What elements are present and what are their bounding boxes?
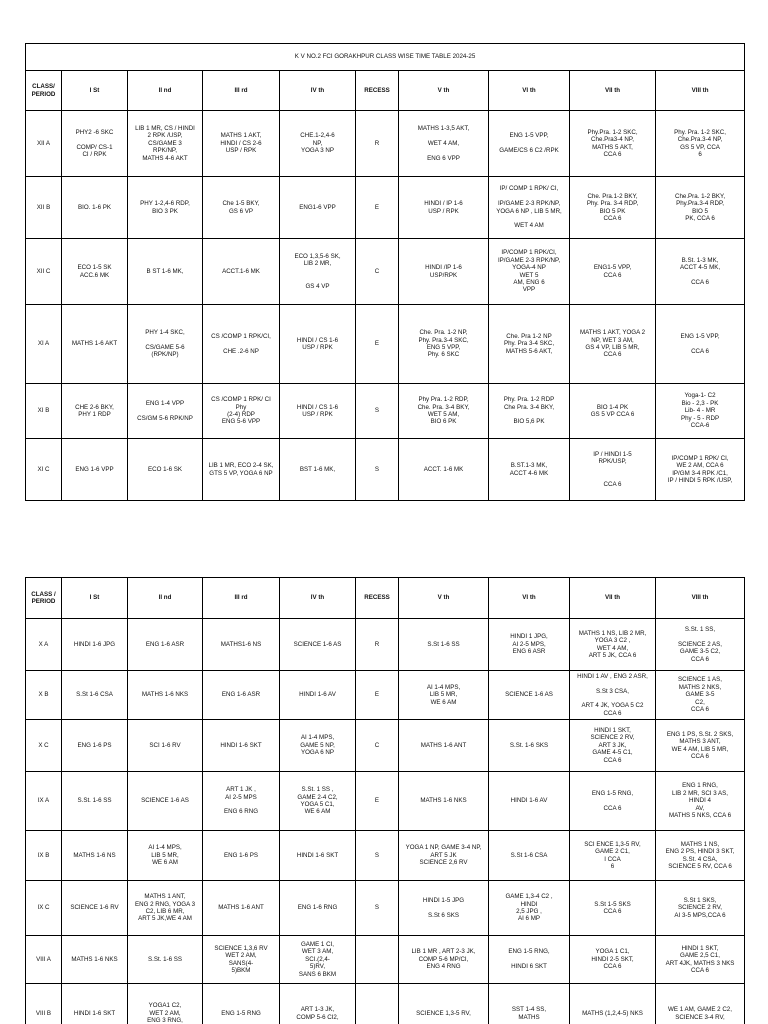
period-cell: MATHS 1 ANT, ENG 2 RNG, YOGA 3 C2, LIB 6 MR, ART 5 JK,WE 4 AM [128,881,203,936]
column-header: VIII th [656,578,745,619]
column-header: V th [399,71,489,111]
table-row [26,239,745,305]
column-header: II nd [128,71,203,111]
column-header: VII th [570,578,656,619]
period-cell: AI 1-4 MPS, LIB 5 MR, WE 6 AM [128,831,203,881]
period-cell: MATHS 1-6 NKS [128,671,203,720]
period-cell: CHE 2-6 BKY, PHY 1 RDP [62,384,128,439]
period-cell: Yoga-1- C2 Bio - 2,3 - PK Lib- 4 - MR Phy - 5 - RDP CCA-6 [656,384,745,439]
period-cell: ECO 1-5 SK ACC.6 MK [62,239,128,305]
period-cell: MATHS 1-3,5 AKT, WET 4 AM, ENG 6 VPP [399,111,489,177]
period-cell: MATHS 1-6 NKS [62,936,128,984]
period-cell: B.St. 1-3 MK, ACCT 4-5 MK, CCA 6 [656,239,745,305]
table-row [26,936,745,984]
period-cell: ENG 1-5 VPP, GAME/CS 6 C2 /RPK [489,111,570,177]
class-name-cell: IX A [26,772,62,831]
column-header: I St [62,71,128,111]
recess-cell: E [356,772,399,831]
period-cell: YOGA1 C2, WET 2 AM, ENG 3 RNG, [128,984,203,1024]
period-cell: HINDI / CS 1-6 USP / RPK [280,384,356,439]
period-cell: HINDI 1-6 SKT [280,831,356,881]
period-cell: BIO. 1-6 PK [62,177,128,239]
period-cell: PHY 1-2,4-6 RDP, BIO 3 PK [128,177,203,239]
recess-cell: E [356,305,399,384]
period-cell: MATHS 1-6 ANT [203,881,280,936]
column-header: CLASS / PERIOD [26,578,62,619]
period-cell: S.St 1-5 SKS CCA 6 [570,881,656,936]
period-cell: IP/COMP 1 RPK/CI, IP/GAME 2-3 RPK/NP, YOGA-4 NP WET 5 AM, ENG 6 VPP [489,239,570,305]
period-cell: S.St. 1-6 SS [128,936,203,984]
period-cell: ART 1-3 JK, COMP 5-6 CI2, [280,984,356,1024]
header-row [26,578,745,619]
table-row [26,720,745,772]
period-cell: SCIENCE 1 AS, MATHS 2 NKS, GAME 3-5 C2, CCA 6 [656,671,745,720]
period-cell: GAME 1 CI, WET 3 AM, SCI.(2,4- 5)RV, SANS 6 BKM [280,936,356,984]
class-name-cell: X B [26,671,62,720]
period-cell: ECO 1,3,5-6 SK, LIB 2 MR, GS 4 VP [280,239,356,305]
period-cell: Che. Pra. 1-2 NP, Phy. Pra.3-4 SKC, ENG 5 VPP, Phy. 6 SKC [399,305,489,384]
timetable-senior [25,43,745,501]
column-header: III rd [203,578,280,619]
period-cell: MATHS 1-6 NKS [399,772,489,831]
class-name-cell: IX C [26,881,62,936]
period-cell: SCI ENCE 1,3-5 RV, GAME 2 C1, I CCA 6 [570,831,656,881]
recess-cell: R [356,619,399,671]
period-cell: MATHS 1 AKT, HINDI / CS 2-6 USP / RPK [203,111,280,177]
period-cell: HINDI /IP 1-6 USP/RPK [399,239,489,305]
period-cell: BST 1-6 MK, [280,439,356,501]
period-cell: Phy. Pra. 1-2 SKC, Che.Pra.3-4 NP, GS 5 VP, CCA 6 [656,111,745,177]
period-cell: HINDI 1 AV , ENG 2 ASR, S.St 3 CSA, ART 4 JK, YOGA 5 C2 CCA 6 [570,671,656,720]
period-cell: MATHS 1 NS, ENG 2 PS, HINDI 3 SKT, S.St. 4 CSA, SCIENCE 5 RV, CCA 6 [656,831,745,881]
period-cell: YOGA 1 NP, GAME 3-4 NP, ART 5 JK SCIENCE 2,6 RV [399,831,489,881]
period-cell: MATHS1-6 NS [203,619,280,671]
period-cell: B ST 1-6 MK, [128,239,203,305]
period-cell: HINDI 1-6 JPG [62,619,128,671]
table-row [26,111,745,177]
period-cell: MATHS (1,2,4-5) NKS [570,984,656,1024]
timetable-junior [25,577,745,1024]
period-cell: SST 1-4 SS, MATHS [489,984,570,1024]
period-cell: SCIENCE 1-6 AS [128,772,203,831]
table-row [26,671,745,720]
period-cell: S.St. 1-6 SS [62,772,128,831]
recess-cell: S [356,384,399,439]
recess-cell: R [356,111,399,177]
period-cell: Phy. Pra. 1-2 RDP Che Pra. 3-4 BKY, BIO 5,6 PK [489,384,570,439]
period-cell: WE 1 AM, GAME 2 C2, SCIENCE 3-4 RV, [656,984,745,1024]
period-cell: SCIENCE 1-6 AS [489,671,570,720]
table-row [26,384,745,439]
class-name-cell: VIII A [26,936,62,984]
class-name-cell: XII A [26,111,62,177]
period-cell: HINDI 1-6 SKT [62,984,128,1024]
class-name-cell: XI B [26,384,62,439]
table-row [26,439,745,501]
period-cell: ENG 1-6 PS [62,720,128,772]
period-cell: IP / HINDI 1-5 RPK/USP, CCA 6 [570,439,656,501]
period-cell: PHY2 -6 SKC COMP/ CS-1 CI / RPK [62,111,128,177]
recess-cell: C [356,239,399,305]
period-cell: ECO 1-6 SK [128,439,203,501]
recess-cell: S [356,439,399,501]
period-cell: YOGA 1 C1, HINDI 2-5 SKT, CCA 6 [570,936,656,984]
table-row [26,984,745,1024]
period-cell: S.St 1-6 SS [399,619,489,671]
period-cell: S.St 1-6 CSA [62,671,128,720]
period-cell: CS /COMP 1 RPK/ CI Phy (2-4) RDP ENG 5-6 VPP [203,384,280,439]
period-cell: Phy.Pra. 1-2 SKC, Che.Pra3-4 NP, MATHS 5 AKT, CCA 6 [570,111,656,177]
period-cell: IP/ COMP 1 RPK/ CI, IP/GAME 2-3 RPK/NP, YOGA 6 NP , LIB 5 MR, WET 4 AM [489,177,570,239]
recess-cell: C [356,720,399,772]
period-cell: B.ST.1-3 MK, ACCT 4-6 MK [489,439,570,501]
period-cell: ENG 1-5 VPP, CCA 6 [656,305,745,384]
column-header: RECESS [356,578,399,619]
period-cell: S.St. 1 SS, SCIENCE 2 AS, GAME 3-5 C2, CCA 6 [656,619,745,671]
recess-cell [356,936,399,984]
recess-cell: S [356,881,399,936]
period-cell: ART 1 JK , AI 2-5 MPS ENG 6 RNG [203,772,280,831]
period-cell: ENG 1-5 RNG, HINDI 6 SKT [489,936,570,984]
period-cell: S.St 1 SKS, SCIENCE 2 RV, AI 3-5 MPS,CCA 6 [656,881,745,936]
period-cell: CS /COMP 1 RPK/CI, CHE .2-6 NP [203,305,280,384]
period-cell: MATHS 1-6 ANT [399,720,489,772]
period-cell: ENG 1-6 ASR [203,671,280,720]
period-cell: HINDI 1-6 AV [280,671,356,720]
period-cell: S.St. 1 SS , GAME 2-4 C2, YOGA 5 C1, WE 6 AM [280,772,356,831]
class-name-cell: XII C [26,239,62,305]
column-header: I St [62,578,128,619]
header-row [26,71,745,111]
class-name-cell: XII B [26,177,62,239]
period-cell: HINDI 1 SKT, SCIENCE 2 RV, ART 3 JK, GAME 4-5 C1, CCA 6 [570,720,656,772]
period-cell: AI 1-4 MPS, LIB 5 MR, WE 6 AM [399,671,489,720]
period-cell: Che 1-5 BKY, GS 6 VP [203,177,280,239]
period-cell: LIB 1 MR, ECO 2-4 SK, GTS 5 VP, YOGA 6 NP [203,439,280,501]
period-cell: ENG1-5 VPP, CCA 6 [570,239,656,305]
column-header: II nd [128,578,203,619]
period-cell: MATHS 1-6 NS [62,831,128,881]
period-cell: Phy Pra. 1-2 RDP, Che. Pra. 3-4 BKY, WET 5 AM, BIO 6 PK [399,384,489,439]
period-cell: ENG 1-6 RNG [280,881,356,936]
table-row [26,831,745,881]
column-header: VIII th [656,71,745,111]
period-cell: Che.Pra. 1-2 BKY, Phy.Pra.3-4 RDP, BIO 5 PK, CCA 6 [656,177,745,239]
period-cell: SCI 1-6 RV [128,720,203,772]
period-cell: GAME 1,3-4 C2 , HINDI 2,5 JPG , AI 6 MP [489,881,570,936]
table-row [26,305,745,384]
column-header: IV th [280,578,356,619]
column-header: RECESS [356,71,399,111]
column-header: CLASS/ PERIOD [26,71,62,111]
period-cell: HINDI 1-5 JPG S.St 6 SKS [399,881,489,936]
period-cell: MATHS 1 NS, LIB 2 MR, YOGA 3 C2 , WET 4 AM, ART 5 JK, CCA 6 [570,619,656,671]
column-header: VI th [489,578,570,619]
period-cell: ENG 1-5 RNG, CCA 6 [570,772,656,831]
period-cell: HINDI 1 JPG, AI 2-5 MPS, ENG 6 ASR [489,619,570,671]
period-cell: HINDI / CS 1-6 USP / RPK [280,305,356,384]
period-cell: HINDI 1-6 AV [489,772,570,831]
column-header: VI th [489,71,570,111]
recess-cell: E [356,671,399,720]
period-cell: ENG 1 PS, S.St. 2 SKS, MATHS 3 ANT, WE 4 AM, LIB 5 MR, CCA 6 [656,720,745,772]
period-cell: LIB 1 MR , ART 2-3 JK, COMP 5-6 MP/CI, ENG 4 RNG [399,936,489,984]
period-cell: LIB 1 MR, CS / HINDI 2 RPK /USP, CS/GAME 3 RPK/NP, MATHS 4-6 AKT [128,111,203,177]
class-name-cell: XI C [26,439,62,501]
period-cell: HINDI / IP 1-6 USP / RPK [399,177,489,239]
table-row [26,177,745,239]
period-cell: ENG 1-6 VPP [62,439,128,501]
period-cell: ENG 1 RNG, LIB 2 MR, SCI 3 AS, HINDI 4 AV, MATHS 5 NKS, CCA 6 [656,772,745,831]
class-name-cell: VIII B [26,984,62,1024]
period-cell: SCIENCE 1-6 AS [280,619,356,671]
period-cell: CHE.1-2,4-6 NP, YOGA 3 NP [280,111,356,177]
recess-cell: E [356,177,399,239]
period-cell: ENG 1-6 ASR [128,619,203,671]
period-cell: AI 1-4 MPS, GAME 5 NP, YOGA 6 NP [280,720,356,772]
period-cell: HINDI 1-6 SKT [203,720,280,772]
period-cell: SCIENCE 1-6 RV [62,881,128,936]
period-cell: ACCT. 1-6 MK [399,439,489,501]
column-header: IV th [280,71,356,111]
recess-cell: S [356,831,399,881]
period-cell: Che. Pra.1-2 BKY, Phy. Pra. 3-4 RDP, BIO 5 PK CCA 6 [570,177,656,239]
period-cell: SCIENCE 1,3-5 RV, [399,984,489,1024]
period-cell: ACCT.1-6 MK [203,239,280,305]
class-name-cell: X C [26,720,62,772]
class-name-cell: XI A [26,305,62,384]
period-cell: MATHS 1 AKT, YOGA 2 NP, WET 3 AM, GS 4 VP, LIB 5 MR, CCA 6 [570,305,656,384]
period-cell: SCIENCE 1,3,6 RV WET 2 AM, SANS(4- 5)BKM [203,936,280,984]
class-name-cell: IX B [26,831,62,881]
table-row [26,619,745,671]
period-cell: S.St. 1-6 SKS [489,720,570,772]
period-cell: MATHS 1-6 AKT [62,305,128,384]
period-cell: HINDI 1 SKT, GAME 2,5 C1, ART 4JK, MATHS 3 NKS CCA 6 [656,936,745,984]
period-cell: S.St 1-6 CSA [489,831,570,881]
column-header: VII th [570,71,656,111]
period-cell: ENG 1-6 PS [203,831,280,881]
recess-cell [356,984,399,1024]
class-name-cell: X A [26,619,62,671]
page-title: K V NO.2 FCI GORAKHPUR CLASS WISE TIME TABLE 2024-25 [26,44,745,71]
period-cell: PHY 1-4 SKC, CS/GAME 5-6 (RPK/NP) [128,305,203,384]
column-header: III rd [203,71,280,111]
period-cell: ENG 1-4 VPP CS/GM 5-6 RPK/NP [128,384,203,439]
period-cell: IP/COMP 1 RPK/ CI, WE 2 AM, CCA 6 IP/GM 3-4 RPK /C1, IP / HINDI 5 RPK /USP, [656,439,745,501]
period-cell: ENG 1-5 RNG [203,984,280,1024]
period-cell: BIO 1-4 PK GS 5 VP CCA 6 [570,384,656,439]
period-cell: ENG1-6 VPP [280,177,356,239]
period-cell: Che. Pra 1-2 NP Phy. Pra 3-4 SKC, MATHS 5-6 AKT, [489,305,570,384]
table-row [26,881,745,936]
table-row [26,772,745,831]
column-header: V th [399,578,489,619]
